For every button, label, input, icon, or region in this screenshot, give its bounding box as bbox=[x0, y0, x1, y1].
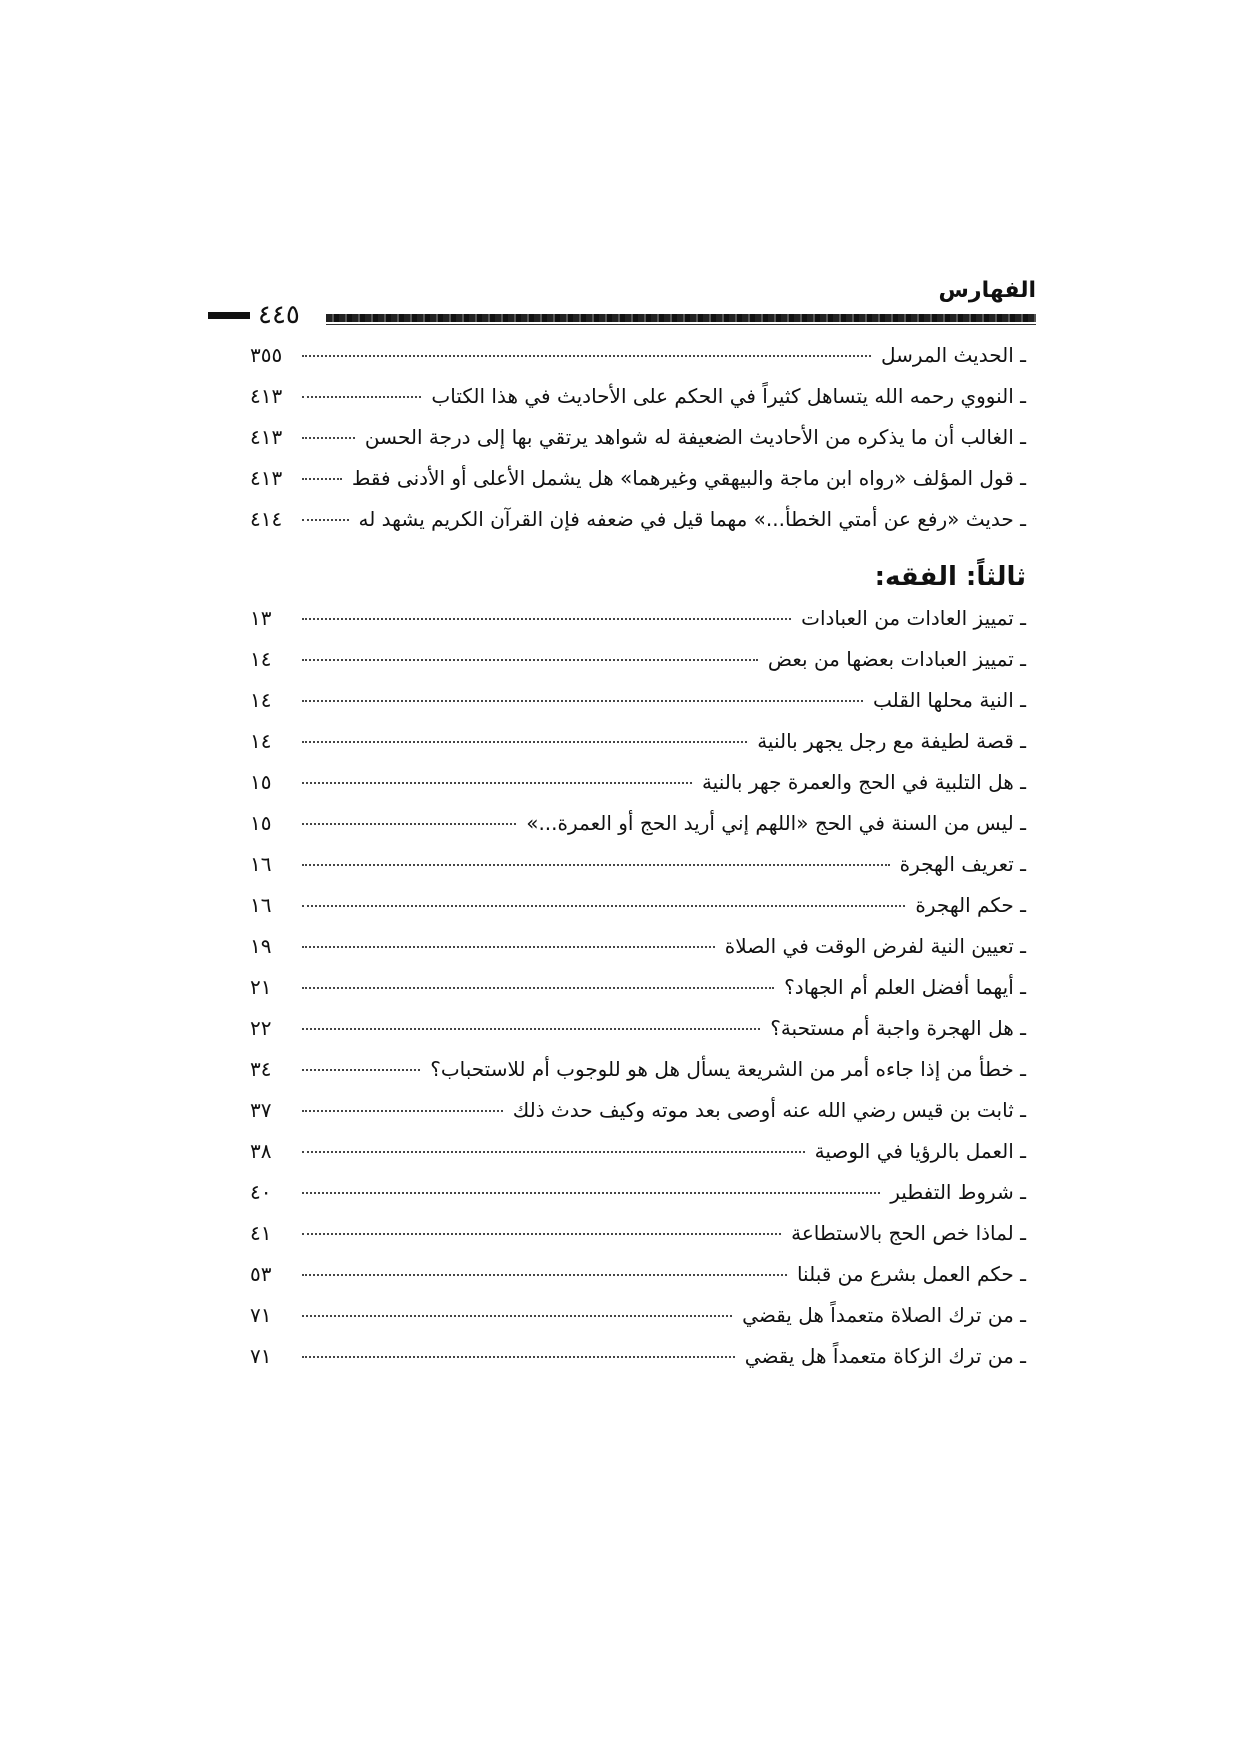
entry-page-number: ٢١ bbox=[250, 975, 272, 999]
index-entry bbox=[250, 425, 1026, 466]
index-entries bbox=[250, 343, 1026, 1385]
dot-leader bbox=[302, 1233, 781, 1235]
entry-title: ـ هل التلبية في الحج والعمرة جهر بالنية bbox=[701, 770, 1026, 794]
header-title: الفهارس bbox=[938, 278, 1036, 303]
entry-page-number: ٧١ bbox=[250, 1303, 272, 1327]
dot-leader bbox=[302, 741, 747, 743]
dot-leader bbox=[302, 905, 905, 907]
index-entry bbox=[250, 606, 1026, 647]
dot-leader bbox=[302, 1274, 787, 1276]
entry-page-number: ٥٣ bbox=[250, 1262, 272, 1286]
index-entry bbox=[250, 1303, 1026, 1344]
entry-title: ـ الغالب أن ما يذكره من الأحاديث الضعيفة له شواهد يرتقي بها إلى درجة الحسن bbox=[364, 425, 1026, 449]
dot-leader bbox=[302, 355, 871, 357]
entry-title: ـ تمييز العادات من العبادات bbox=[801, 606, 1026, 630]
entry-page-number: ١٥ bbox=[250, 770, 272, 794]
entry-page-number: ٤١٤ bbox=[250, 507, 283, 531]
dot-leader bbox=[302, 700, 863, 702]
dot-leader bbox=[302, 1151, 805, 1153]
entry-page-number: ١٤ bbox=[250, 729, 272, 753]
entry-title: ـ تعريف الهجرة bbox=[899, 852, 1026, 876]
index-entry bbox=[250, 975, 1026, 1016]
dot-leader bbox=[302, 437, 355, 439]
dot-leader bbox=[302, 823, 516, 825]
entry-title: ـ حكم العمل بشرع من قبلنا bbox=[796, 1262, 1026, 1286]
entry-page-number: ٧١ bbox=[250, 1344, 272, 1368]
entry-title: ـ قول المؤلف «رواه ابن ماجة والبيهقي وغيرهما» هل يشمل الأعلى أو الأدنى فقط bbox=[351, 466, 1026, 490]
index-entry bbox=[250, 1344, 1026, 1385]
entry-title: ـ العمل بالرؤيا في الوصية bbox=[814, 1139, 1026, 1163]
entry-title: ـ أيهما أفضل العلم أم الجهاد؟ bbox=[784, 975, 1026, 999]
entry-page-number: ٣٧ bbox=[250, 1098, 272, 1122]
header-rule bbox=[326, 314, 1036, 322]
entry-title: ـ ثابت بن قيس رضي الله عنه أوصى بعد موته وكيف حدث ذلك bbox=[512, 1098, 1026, 1122]
entry-page-number: ١٣ bbox=[250, 606, 272, 630]
index-entry bbox=[250, 647, 1026, 688]
fiqh-entries-list bbox=[250, 606, 1026, 1385]
index-entry bbox=[250, 1057, 1026, 1098]
dot-leader bbox=[302, 864, 890, 866]
index-entry bbox=[250, 466, 1026, 507]
index-entry bbox=[250, 1221, 1026, 1262]
entry-page-number: ٣٨ bbox=[250, 1139, 272, 1163]
dot-leader bbox=[302, 782, 692, 784]
index-entry bbox=[250, 1262, 1026, 1303]
entry-page-number: ١٩ bbox=[250, 934, 272, 958]
entry-page-number: ٣٤ bbox=[250, 1057, 272, 1081]
index-entry bbox=[250, 1180, 1026, 1221]
entry-title: ـ حكم الهجرة bbox=[915, 893, 1026, 917]
entry-page-number: ٤١ bbox=[250, 1221, 272, 1245]
dot-leader bbox=[302, 396, 421, 398]
dot-leader bbox=[302, 987, 774, 989]
entry-title: ـ تعيين النية لفرض الوقت في الصلاة bbox=[724, 934, 1026, 958]
header-rule-thin bbox=[326, 324, 1036, 325]
index-entry bbox=[250, 1016, 1026, 1057]
entry-page-number: ١٦ bbox=[250, 893, 272, 917]
entry-page-number: ٤١٣ bbox=[250, 425, 283, 449]
index-entry bbox=[250, 688, 1026, 729]
dot-leader bbox=[302, 1356, 735, 1358]
index-entry bbox=[250, 852, 1026, 893]
hadith-entries-list bbox=[250, 343, 1026, 548]
entry-title: ـ النية محلها القلب bbox=[873, 688, 1026, 712]
index-entry bbox=[250, 770, 1026, 811]
entry-page-number: ٤١٣ bbox=[250, 384, 283, 408]
header-dash bbox=[208, 312, 250, 319]
entry-title: ـ حديث «رفع عن أمتي الخطأ...» مهما قيل في ضعفه فإن القرآن الكريم يشهد له bbox=[358, 507, 1026, 531]
entry-page-number: ٣٥٥ bbox=[250, 343, 283, 367]
entry-page-number: ١٤ bbox=[250, 647, 272, 671]
entry-page-number: ١٤ bbox=[250, 688, 272, 712]
entry-title: ـ من ترك الزكاة متعمداً هل يقضي bbox=[744, 1344, 1026, 1368]
entry-page-number: ٢٢ bbox=[250, 1016, 272, 1040]
index-entry bbox=[250, 934, 1026, 975]
index-entry bbox=[250, 384, 1026, 425]
index-entry bbox=[250, 1139, 1026, 1180]
dot-leader bbox=[302, 618, 791, 620]
index-entry bbox=[250, 1098, 1026, 1139]
entry-title: ـ تمييز العبادات بعضها من بعض bbox=[767, 647, 1026, 671]
dot-leader bbox=[302, 1028, 760, 1030]
dot-leader bbox=[302, 1315, 732, 1317]
entry-title: ـ ليس من السنة في الحج «اللهم إني أريد الحج أو العمرة...» bbox=[526, 811, 1026, 835]
dot-leader bbox=[302, 478, 342, 480]
entry-title: ـ هل الهجرة واجبة أم مستحبة؟ bbox=[770, 1016, 1026, 1040]
entry-title: ـ لماذا خص الحج بالاستطاعة bbox=[791, 1221, 1026, 1245]
section-heading-fiqh: ثالثاً: الفقه: bbox=[874, 562, 1026, 592]
index-entry bbox=[250, 343, 1026, 384]
dot-leader bbox=[302, 659, 758, 661]
index-entry bbox=[250, 893, 1026, 934]
index-entry bbox=[250, 729, 1026, 770]
entry-title: ـ خطأ من إذا جاءه أمر من الشريعة يسأل هل هو للوجوب أم للاستحباب؟ bbox=[430, 1057, 1026, 1081]
dot-leader bbox=[302, 1192, 880, 1194]
dot-leader bbox=[302, 519, 349, 521]
entry-title: ـ قصة لطيفة مع رجل يجهر بالنية bbox=[757, 729, 1026, 753]
dot-leader bbox=[302, 1069, 420, 1071]
entry-title: ـ شروط التفطير bbox=[890, 1180, 1026, 1204]
entry-page-number: ٤١٣ bbox=[250, 466, 283, 490]
page-header bbox=[208, 278, 1036, 328]
entry-title: ـ النووي رحمه الله يتساهل كثيراً في الحكم على الأحاديث في هذا الكتاب bbox=[431, 384, 1026, 408]
index-entry bbox=[250, 811, 1026, 852]
dot-leader bbox=[302, 1110, 503, 1112]
entry-page-number: ٤٠ bbox=[250, 1180, 272, 1204]
index-entry bbox=[250, 507, 1026, 548]
entry-page-number: ١٥ bbox=[250, 811, 272, 835]
dot-leader bbox=[302, 946, 715, 948]
page-number: ٤٤٥ bbox=[258, 300, 300, 330]
entry-title: ـ الحديث المرسل bbox=[881, 343, 1026, 367]
entry-page-number: ١٦ bbox=[250, 852, 272, 876]
entry-title: ـ من ترك الصلاة متعمداً هل يقضي bbox=[742, 1303, 1026, 1327]
